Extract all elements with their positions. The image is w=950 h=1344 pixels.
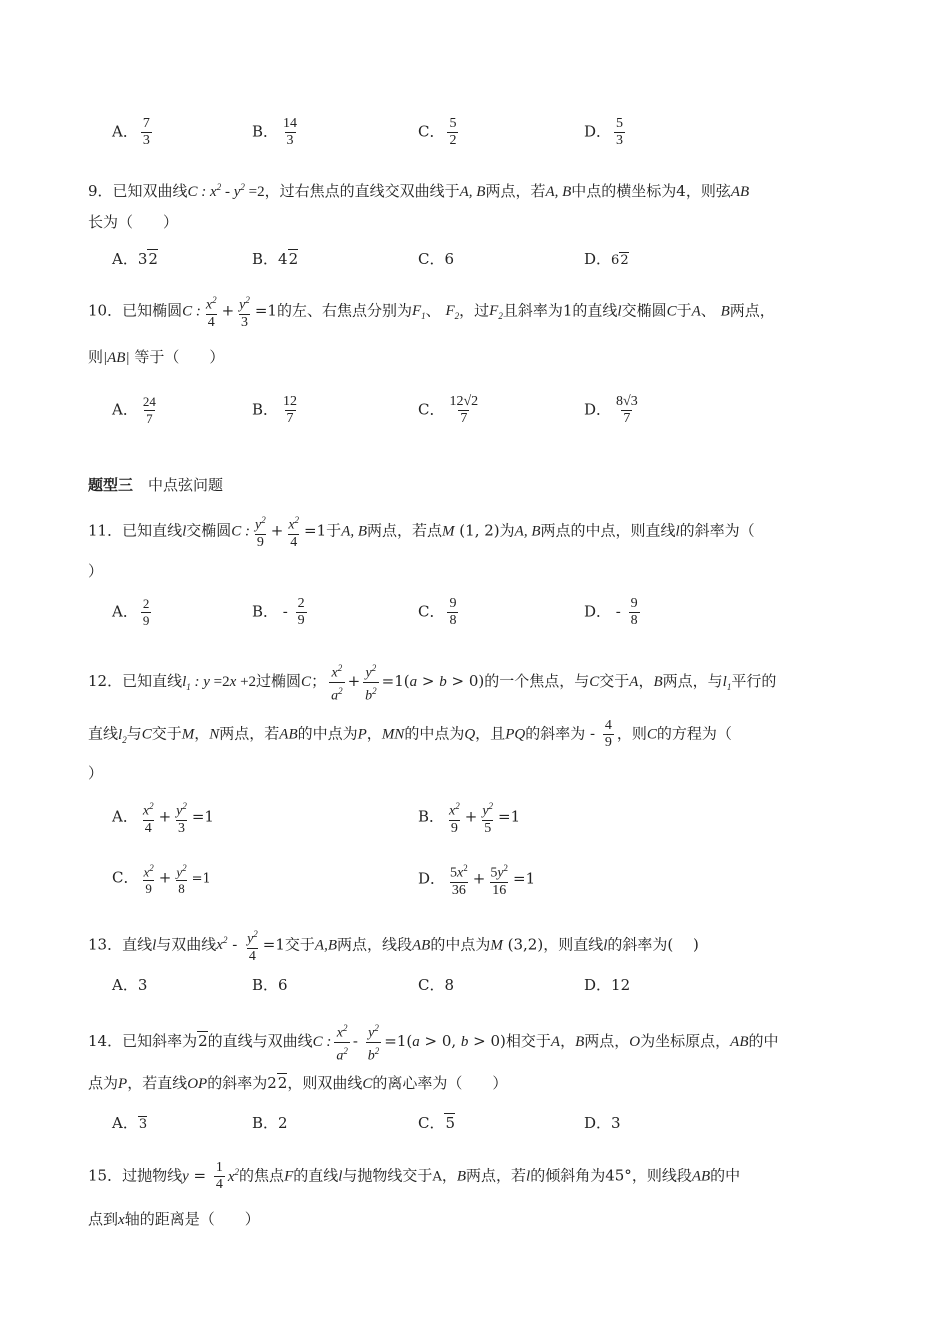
q14-option-a[interactable]: A．3 bbox=[112, 1114, 148, 1132]
q12-stem-line3: ） bbox=[88, 764, 104, 782]
q13-option-b[interactable]: B．6 bbox=[252, 976, 288, 994]
q11-option-c[interactable]: C． $\frac{9}{8}$ bbox=[418, 596, 457, 628]
q12-stem-line2: 直线$l_2$与C交于M，N两点，若AB的中点为P，MN的中点为Q，且PQ的斜率为 - $\frac{4}{9}$ ，则C的方程为（ bbox=[88, 718, 732, 750]
q8-option-d[interactable]: D． $\frac{5}{3}$ bbox=[584, 116, 624, 148]
q9-stem-line2: 长为（ ） bbox=[88, 213, 179, 231]
q13-stem: 13．直线l与双曲线$x^2$ - $\frac{y^2}{4}$ =1交于A,B两点，线段AB的中点为M (3,2)，则直线l的斜率为( ) bbox=[88, 929, 699, 964]
q11-stem-line1: 11．已知直线l交椭圆C : $\frac{y^2}{9}$ + $\frac{x^2}{4}$ =1于A, B两点，若点M (1, 2)为A, B两点的中点，则直线l的斜率为（ bbox=[88, 515, 755, 550]
q10-option-a[interactable]: A． $\frac{24}{7}$ bbox=[112, 394, 156, 426]
q15-stem-line1: 15．过抛物线y = $\frac{1}{4}$ $x^2$的焦点F的直线l与抛物线交于A，B两点，若l的倾斜角为45°，则线段AB的中 bbox=[88, 1160, 741, 1192]
q12-option-a[interactable]: A． $\frac{x^2}{4}$ + $\frac{y^2}{3}$ =1 bbox=[112, 801, 214, 836]
q15-stem-line2: 点到x轴的距离是（ ） bbox=[88, 1210, 260, 1228]
q10-option-b[interactable]: B． $\frac{12}{7}$ bbox=[252, 394, 298, 426]
q8-option-b[interactable]: B． $\frac{14}{3}$ bbox=[252, 116, 298, 148]
q9-option-d[interactable]: D．62 bbox=[584, 250, 629, 268]
q12-option-c[interactable]: C． $\frac{x^2}{9}$ + $\frac{y^2}{8}$ =1 bbox=[112, 863, 211, 897]
q8-option-a[interactable]: A． $\frac{7}{3}$ bbox=[112, 116, 150, 148]
q13-option-d[interactable]: D．12 bbox=[584, 976, 631, 994]
q10-option-c[interactable]: C． $\frac{12√2}{7}$ bbox=[418, 394, 479, 426]
q9-option-a[interactable]: A．32 bbox=[112, 250, 158, 268]
q11-option-b[interactable]: B． - $\frac{2}{9}$ bbox=[252, 596, 305, 628]
q13-option-c[interactable]: C．8 bbox=[418, 976, 455, 994]
q8-option-c[interactable]: C． $\frac{5}{2}$ bbox=[418, 116, 457, 148]
q10-option-d[interactable]: D． $\frac{8√3}{7}$ bbox=[584, 394, 638, 426]
q9-option-b[interactable]: B．42 bbox=[252, 250, 299, 268]
q12-option-d[interactable]: D． $\frac{5x^2}{36}$ + $\frac{5y^2}{16}$ =1 bbox=[418, 863, 536, 898]
q13-option-a[interactable]: A．3 bbox=[112, 976, 148, 994]
q11-stem-line2: ） bbox=[88, 562, 104, 580]
q12-stem-line1: 12．已知直线$l_1$ : y =2x +2过椭圆C； $\frac{x^2}{a^2}$ + $\frac{y^2}{b^2}$ =1(a > b > 0)的一个焦点，与C交于A，B两点，与$l_1$平行的 bbox=[88, 663, 777, 704]
q14-option-b[interactable]: B．2 bbox=[252, 1114, 288, 1132]
q11-option-d[interactable]: D． - $\frac{9}{8}$ bbox=[584, 596, 638, 628]
q14-option-c[interactable]: C．5 bbox=[418, 1114, 456, 1132]
q10-stem-line1: 10．已知椭圆C : $\frac{x^2}{4}$ + $\frac{y^2}{3}$ =1的左、右焦点分别为$F_1$、 $F_2$，过$F_2$且斜率为1的直线l交椭圆C于A、 B两点， bbox=[88, 295, 775, 330]
q14-option-d[interactable]: D．3 bbox=[584, 1114, 621, 1132]
q14-stem-line2: 点为P，若直线OP的斜率为22，则双曲线C的离心率为（ ） bbox=[88, 1074, 508, 1092]
q9-stem-line1: 9．已知双曲线C : $x^2 - y^2 =2$，过右焦点的直线交双曲线于A, B两点，若A, B中点的横坐标为4，则弦AB bbox=[88, 182, 750, 200]
q10-stem-line2: 则|AB| 等于（ ） bbox=[88, 348, 225, 366]
q11-option-a[interactable]: A． $\frac{2}{9}$ bbox=[112, 596, 150, 628]
q14-stem-line1: 14．已知斜率为2的直线与双曲线C : $\frac{x^2}{a^2}$ - $\frac{y^2}{b^2}$ =1(a > 0, b > 0)相交于A，B两点，O为坐标原点，AB的中 bbox=[88, 1023, 779, 1064]
section-heading: 题型三 中点弦问题 bbox=[88, 476, 224, 494]
q9-option-c[interactable]: C．6 bbox=[418, 250, 455, 268]
q12-option-b[interactable]: B． $\frac{x^2}{9}$ + $\frac{y^2}{5}$ =1 bbox=[418, 801, 521, 836]
